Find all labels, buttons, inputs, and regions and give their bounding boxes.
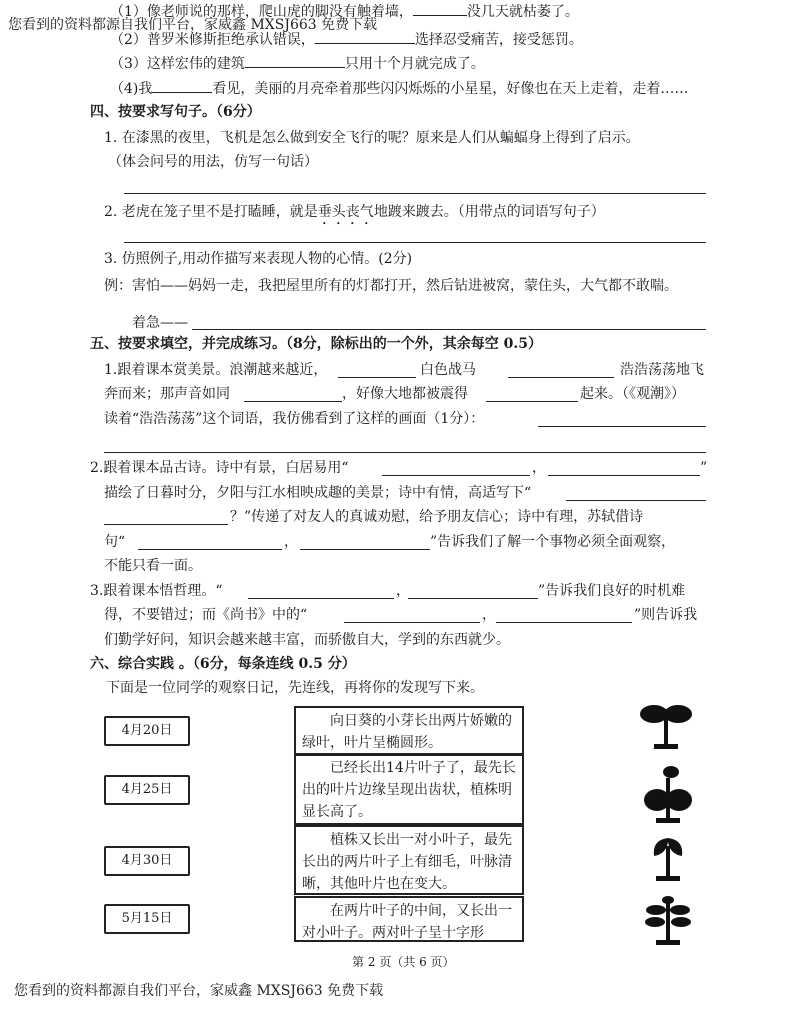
s4-q1: 1. 在漆黑的夜里，飞机是怎么做到安全飞行的呢？原来是人们从蝙蝠身上得到了启示。 <box>104 130 640 146</box>
page-number: 第 2 页（共 6 页） <box>352 955 455 969</box>
plant-many-leaves-icon <box>640 764 696 826</box>
blank[interactable] <box>413 15 467 16</box>
s5-q2-l4b: ， <box>284 534 298 550</box>
item-3-2-a: （2）普罗米修斯拒绝承认错误， <box>110 32 315 48</box>
answer-line[interactable] <box>124 242 706 243</box>
date-box-3[interactable]: 4月30日 <box>104 846 190 876</box>
blank[interactable] <box>496 622 632 623</box>
item-3-1-a: （1）像老师说的那样，爬山虎的脚没有触着墙， <box>110 4 413 20</box>
date-box-1[interactable]: 4月20日 <box>104 716 190 746</box>
s5-q2-l4c: ”告诉我们了解一个事物必须全面观察， <box>430 534 676 550</box>
answer-line[interactable] <box>538 426 706 427</box>
blank[interactable] <box>315 43 415 44</box>
item-3-4-a: （4)我 <box>110 81 153 97</box>
s4-anxious: 着急—— <box>132 315 188 331</box>
section6-title: 六、综合实践 。（6分，每条连线 0.5 分） <box>90 656 356 672</box>
date-box-2[interactable]: 4月25日 <box>104 775 190 805</box>
item-3-3-b: 只用十个月就完成了。 <box>344 56 485 72</box>
blank[interactable] <box>248 598 394 599</box>
s4-q2-post: 地踱来踱去。（用带点的词语写句子） <box>373 204 605 220</box>
s5-q3-l1b: ， <box>396 583 410 599</box>
blank[interactable] <box>382 475 530 476</box>
blank[interactable] <box>344 622 480 623</box>
s5-q3-l1c: ”告诉我们良好的时机难 <box>538 583 686 599</box>
item-3-3-a: （3）这样宏伟的建筑 <box>110 56 245 72</box>
plant-tall-icon <box>644 894 692 948</box>
sprout-two-leaves-icon <box>636 700 696 752</box>
s5-q3-line3: 们勤学好问，知识会越来越丰富，而骄傲自大，学到的东西就少。 <box>104 632 510 648</box>
answer-line[interactable] <box>124 193 706 194</box>
s5-q1-line1: 1.跟着课本赏美景。浪潮越来越近， <box>104 362 328 378</box>
answer-line[interactable] <box>192 329 706 330</box>
section6-intro: 下面是一位同学的观察日记，先连线，再将你的发现写下来。 <box>106 680 484 696</box>
desc-box-3[interactable] <box>294 825 524 895</box>
answer-line[interactable] <box>104 452 706 453</box>
blank[interactable] <box>486 401 578 402</box>
s5-q2-line5: 不能只看一面。 <box>104 558 202 574</box>
s5-q2-l1b: ， <box>532 460 546 476</box>
item-3-2 <box>110 32 583 49</box>
section4-title: 四、按要求写句子。（6分） <box>90 104 261 120</box>
s4-q1-hint: （体会问号的用法，仿写一句话） <box>108 154 318 170</box>
blank[interactable] <box>300 549 430 550</box>
s5-q1-l1b: 白色战马 <box>420 362 476 378</box>
plant-cross-leaves-icon <box>640 834 696 886</box>
date-box-4[interactable]: 5月15日 <box>104 904 190 934</box>
desc-text-4: 在两片叶子的中间，又长出一对小叶子。两对叶子呈十字形 <box>302 903 512 941</box>
item-3-3 <box>110 56 485 73</box>
s5-q1-l1c: 浩浩荡荡地飞 <box>620 362 704 378</box>
s4-q2-dotted: 垂头丧气 <box>317 204 374 220</box>
blank[interactable] <box>548 475 700 476</box>
item-3-1-b: 没几天就枯萎了。 <box>466 4 579 20</box>
s4-example: 例：害怕——妈妈一走，我把屋里所有的灯都打开，然后钻进被窝，蒙住头，大气都不敢喘。 <box>104 278 678 294</box>
s5-q2-l1c: ” <box>700 460 708 476</box>
s5-q2-line2: 描绘了日暮时分，夕阳与江水相映成趣的美景；诗中有情，高适写下“ <box>104 485 532 501</box>
blank[interactable] <box>152 92 212 93</box>
item-3-2-b: 选择忍受痛苦，接受惩罚。 <box>414 32 583 48</box>
desc-box-2[interactable] <box>294 753 524 825</box>
s5-q3-line2: 得，不要错过；而《尚书》中的“ <box>104 607 308 623</box>
item-3-4 <box>110 81 688 98</box>
blank[interactable] <box>566 500 706 501</box>
watermark-bottom: 您看到的资料都源自我们平台，家威鑫 MXSJ663 免费下载 <box>14 983 384 999</box>
watermark-top: 您看到的资料都源自我们平台，家威鑫 MXSJ663 免费下载 <box>8 17 378 33</box>
blank[interactable] <box>508 377 614 378</box>
desc-text-2: 已经长出14片叶子了，最先长出的叶片边缘呈现出齿状，植株明显长高了。 <box>302 760 516 820</box>
blank[interactable] <box>245 67 345 68</box>
desc-text-3: 植株又长出一对小叶子，最先长出的两片叶子上有细毛，叶脉清晰，其他叶片也在变大。 <box>302 832 512 892</box>
s4-q3: 3. 仿照例子,用动作描写来表现人物的心情。(2分) <box>104 251 413 267</box>
s5-q3-line1: 3.跟着课本悟哲理。“ <box>90 583 223 599</box>
item-3-4-b: 看见，美丽的月亮牵着那些闪闪烁烁的小星星，好像也在天上走着，走着…… <box>212 81 689 97</box>
blank[interactable] <box>104 524 228 525</box>
s5-q1-l2b: ，好像大地都被震得 <box>342 386 468 402</box>
item-3-1 <box>110 4 579 21</box>
section5-title: 五、按要求填空，并完成练习。（8分，除标出的一个外，其余每空 0.5） <box>90 336 542 352</box>
s5-q2-line1: 2.跟着课本品古诗。诗中有景，白居易用“ <box>90 460 349 476</box>
s4-q2 <box>104 204 605 228</box>
desc-box-4[interactable] <box>294 896 524 942</box>
desc-box-1[interactable] <box>294 706 524 756</box>
s4-q2-pre: 2. 老虎在笼子里不是打瞌睡，就是 <box>104 204 318 220</box>
blank[interactable] <box>138 549 282 550</box>
blank[interactable] <box>244 401 342 402</box>
s5-q3-l2c: ”则告诉我 <box>634 607 698 623</box>
blank[interactable] <box>408 598 538 599</box>
desc-text-1: 向日葵的小芽长出两片娇嫩的绿叶，叶片呈椭圆形。 <box>302 713 512 751</box>
blank[interactable] <box>338 377 416 378</box>
s5-q1-line3: 读着“浩浩荡荡”这个词语，我仿佛看到了这样的画面（1分）： <box>104 411 485 427</box>
s5-q2-line4: 句“ <box>104 534 126 550</box>
s5-q1-line2: 奔而来；那声音如同 <box>104 386 230 402</box>
s5-q1-l2c: 起来。（《观潮》） <box>580 386 685 402</box>
s5-q2-line3: ？”传递了对友人的真诚劝慰，给予朋友信心；诗中有理，苏轼借诗 <box>230 509 644 525</box>
s5-q3-l2b: ， <box>482 607 496 623</box>
